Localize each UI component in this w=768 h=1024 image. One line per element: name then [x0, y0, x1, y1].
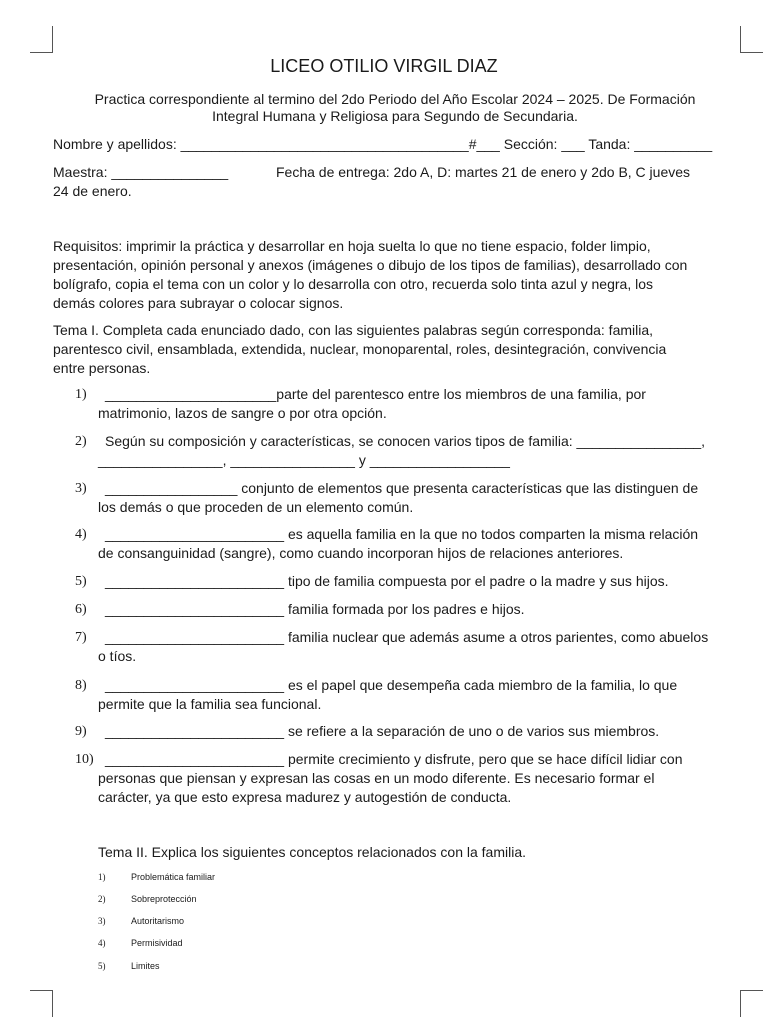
item-text [98, 628, 735, 666]
item-line: _______________________ se refiere a la separación de uno o de varios sus miembros. [105, 723, 660, 739]
paragraph-line: parentesco civil, ensamblada, extendida, nuclear, monoparental, roles, desintegración, convivencia [53, 341, 667, 357]
item-text [98, 479, 735, 517]
paragraph-line: Requisitos: imprimir la práctica y desarrollar en hoja suelta lo que no tiene espacio, folder limpio, [53, 238, 651, 254]
item-number: 5) [75, 574, 87, 589]
item-line: _______________________ es el papel que desempeña cada miembro de la familia, lo que [105, 677, 678, 693]
crop-mark-bottom-right [740, 990, 763, 1017]
item-text [98, 432, 735, 470]
item-line: carácter, ya que esto expresa madurez y autogestión de conducta. [98, 789, 512, 805]
item-number: 8) [75, 678, 87, 693]
item-text [98, 385, 735, 423]
nombre-field-line: Nombre y apellidos: _____________________________________#___ Sección: ___ Tanda: __________ [53, 136, 713, 152]
item-line: _______________________ familia nuclear que además asume a otros parientes, como abuelos [105, 629, 709, 645]
item-number: 5) [98, 961, 106, 971]
item-line: de consanguinidad (sangre), como cuando incorporan hijos de relaciones anteriores. [98, 545, 624, 561]
item-number: 3) [98, 916, 106, 926]
item-line: _______________________ familia formada por los padres e hijos. [105, 601, 525, 617]
paragraph-line: Tema I. Completa cada enunciado dado, con las siguientes palabras según corresponda: familia, [53, 322, 654, 338]
tema2-item [98, 894, 197, 904]
item-line: _______________________ es aquella familia en la que no todos comparten la misma relación [105, 526, 699, 542]
item-number: 1) [98, 872, 106, 882]
item-line: ______________________parte del parentesco entre los miembros de una familia, por [105, 386, 646, 402]
fecha-entrega-continued: 24 de enero. [53, 183, 132, 199]
fecha-entrega: Fecha de entrega: 2do A, D: martes 21 de enero y 2do B, C jueves [276, 164, 691, 180]
item-number: 2) [75, 434, 87, 449]
item-line: permite que la familia sea funcional. [98, 696, 322, 712]
item-line: matrimonio, lazos de sangre o por otra opción. [98, 405, 387, 421]
paragraph-line: presentación, opinión personal y anexos (imágenes o dibujo de los tipos de familias), desarrollado con [53, 257, 688, 273]
subtitle-line: Practica correspondiente al termino del 2do Periodo del Año Escolar 2024 – 2025. De Formación [94, 91, 696, 107]
item-label: Permisividad [131, 938, 183, 948]
document-subtitle [60, 91, 730, 125]
tema2-item [98, 938, 183, 948]
maestra-field: Maestra: _______________ [53, 164, 229, 180]
subtitle-line: Integral Humana y Religiosa para Segundo de Secundaria. [212, 108, 578, 124]
item-text [98, 525, 735, 563]
item-line: o tíos. [98, 648, 137, 664]
item-number: 2) [98, 894, 106, 904]
item-number: 4) [75, 527, 87, 542]
school-title: LICEO OTILIO VIRGIL DIAZ [270, 56, 498, 76]
tema1-intro [53, 321, 738, 378]
item-text [105, 600, 735, 619]
paragraph-line: bolígrafo, copia el tema con un color y lo desarrolla con otro, recuerda solo tinta azul y negra, los [53, 276, 653, 292]
item-line: _______________________ tipo de familia compuesta por el padre o la madre y sus hijos. [105, 573, 669, 589]
tema2-item [98, 916, 185, 926]
tema2-item [98, 961, 160, 971]
item-number: 6) [75, 602, 87, 617]
item-label: Problemática familiar [131, 872, 216, 882]
item-number: 4) [98, 938, 106, 948]
item-line: Según su composición y características, se conocen varios tipos de familia: ________________, [105, 433, 706, 449]
item-text [105, 572, 735, 591]
item-number: 9) [75, 724, 87, 739]
crop-mark-top-left [30, 26, 53, 53]
item-label: Sobreprotección [131, 894, 197, 904]
paragraph-line: demás colores para subrayar o colocar signos. [53, 295, 344, 311]
item-line: _________________ conjunto de elementos que presenta características que las distinguen de [105, 480, 699, 496]
item-label: Limites [131, 961, 160, 971]
crop-mark-bottom-left [30, 990, 53, 1017]
paragraph-line: entre personas. [53, 360, 151, 376]
item-line: personas que piensan y expresan las cosas en un modo diferente. Es necesario formar el [98, 770, 655, 786]
item-number: 10) [75, 752, 94, 767]
requisitos-paragraph [53, 237, 738, 313]
item-number: 3) [75, 481, 87, 496]
tema2-item [98, 872, 216, 882]
item-number: 7) [75, 630, 87, 645]
item-text [98, 676, 735, 714]
item-line: _______________________ permite crecimiento y disfrute, pero que se hace difícil lidiar con [105, 751, 683, 767]
crop-mark-top-right [740, 26, 763, 53]
item-number: 1) [75, 387, 87, 402]
item-line: los demás o que proceden de un elemento común. [98, 499, 414, 515]
item-line: ________________, ________________ y __________________ [98, 452, 510, 468]
item-text [105, 722, 735, 741]
item-label: Autoritarismo [131, 916, 185, 926]
tema2-title: Tema II. Explica los siguientes conceptos relacionados con la familia. [98, 844, 526, 860]
item-text [98, 750, 735, 807]
